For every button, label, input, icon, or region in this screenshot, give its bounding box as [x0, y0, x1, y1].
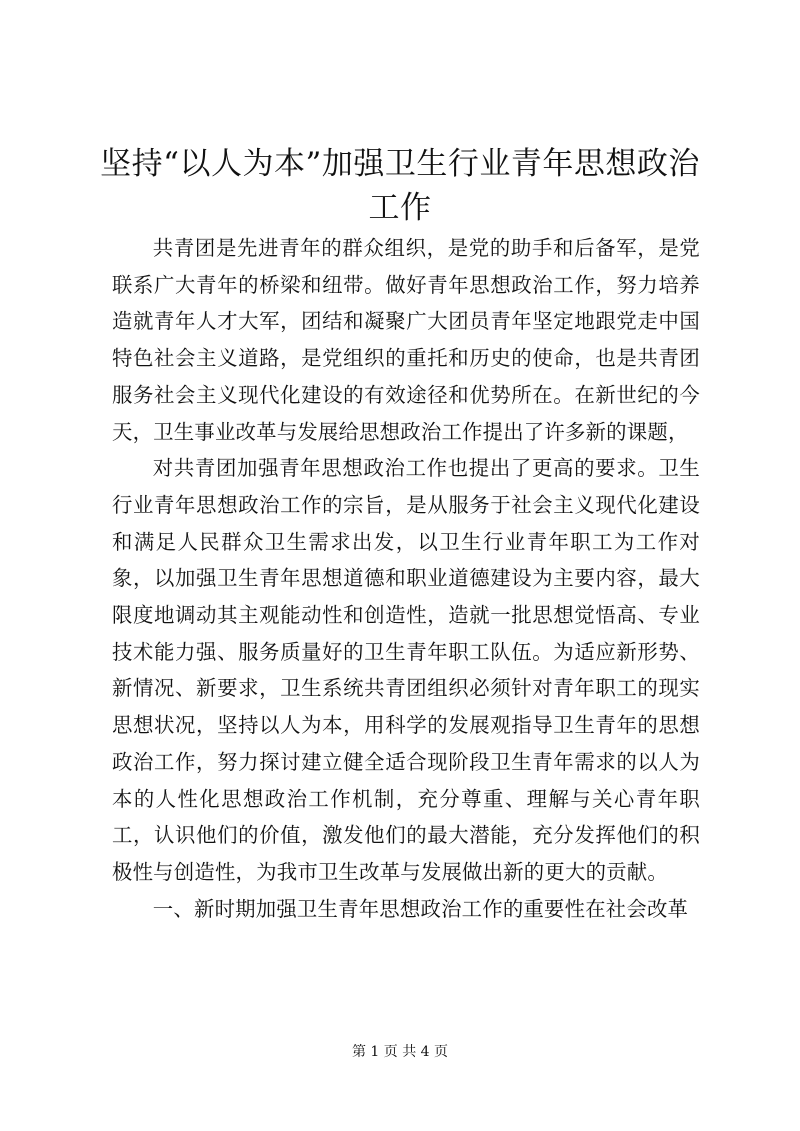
paragraph-section-heading: 一、新时期加强卫生青年思想政治工作的重要性在社会改革 — [152, 896, 689, 921]
paragraph-intro: 共青团是先进青年的群众组织，是党的助手和后备军，是党联系广大青年的桥梁和纽带。做好青年思想政治工作，努力培养造就青年人才大军，团结和凝聚广大团员青年坚定地跟党走中国特色社会主义道路，是党组织的重托和历史的使命，也是共青团服务社会主义现代化建设的有效途径和优势所在。在新世纪的今天，卫生事业改革与发展给思想政治工作提出了许多新的课题， — [112, 236, 700, 444]
document-body — [112, 230, 700, 927]
document-title: 坚持“以人为本”加强卫生行业青年思想政治工作 — [100, 146, 700, 226]
page-footer: 第 1 页 共 4 页 — [351, 1044, 449, 1060]
paragraph-purpose: 对共青团加强青年思想政治工作也提出了更高的要求。卫生行业青年思想政治工作的宗旨，是从服务于社会主义现代化建设和满足人民群众卫生需求出发，以卫生行业青年职工为工作对象，以加强卫生青年思想道德和职业道德建设为主要内容，最大限度地调动其主观能动性和创造性，造就一批思想觉悟高、专业技术能力强、服务质量好的卫生青年职工队伍。为适应新形势、新情况、新要求，卫生系统共青团组织必须针对青年职工的现实思想状况，坚持以人为本，用科学的发展观指导卫生青年的思想政治工作，努力探讨建立健全适合现阶段卫生青年需求的以人为本的人性化思想政治工作机制，充分尊重、理解与关心青年职工，认识他们的价值，激发他们的最大潜能，充分发挥他们的积极性与创造性，为我市卫生改革与发展做出新的更大的贡献。 — [112, 456, 700, 884]
